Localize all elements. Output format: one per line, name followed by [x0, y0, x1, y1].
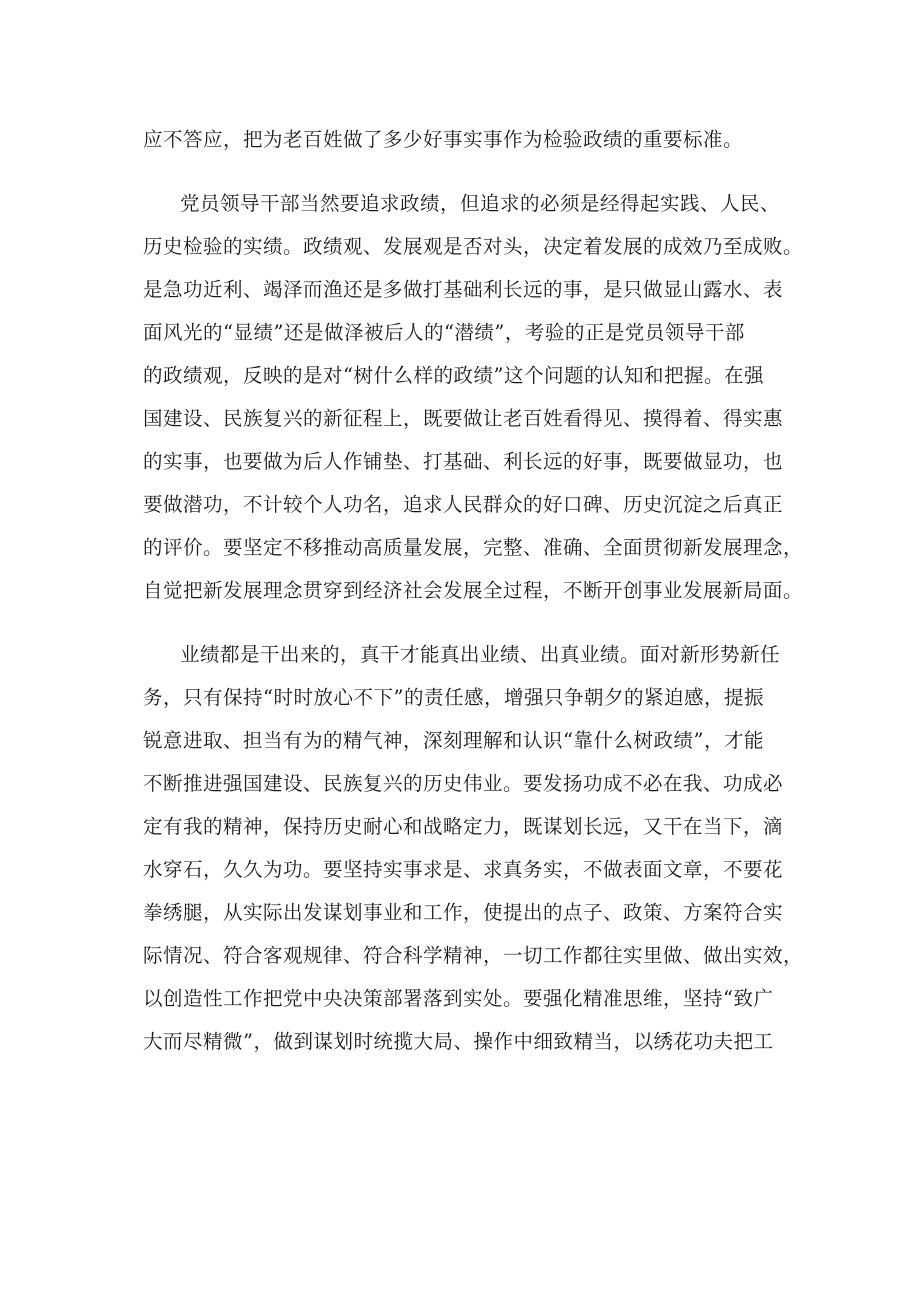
paragraph-3-line-1: 业绩都是干出来的，真干才能真出业绩、出真业绩。面对新形势新任: [180, 643, 781, 666]
paragraph-3-line-4: 不断推进强国建设、民族复兴的历史伟业。要发扬功成不必在我、功成必: [143, 772, 784, 795]
paragraph-3-line-3: 锐意进取、担当有为的精气神，深刻理解和认识“靠什么树政绩”，才能: [143, 729, 764, 752]
paragraph-2-line-10: 自觉把新发展理念贯穿到经济社会发展全过程，不断开创事业发展新局面。: [143, 579, 804, 602]
paragraph-3-line-6: 水穿石，久久为功。要坚持实事求是、求真务实，不做表面文章，不要花: [143, 858, 784, 881]
paragraph-2-line-9: 的评价。要坚定不移推动高质量发展，完整、准确、全面贯彻新发展理念，: [143, 536, 804, 559]
paragraph-3-line-10: 大而尽精微”，做到谋划时统揽大局、操作中细致精当，以绣花功夫把工: [143, 1030, 774, 1053]
paragraph-2-line-4: 面风光的“显绩”还是做泽被后人的“潜绩”，考验的正是党员领导干部: [143, 321, 745, 344]
paragraph-2-line-3: 是急功近利、竭泽而渔还是多做打基础利长远的事，是只做显山露水、表: [143, 278, 784, 301]
paragraph-3-line-8: 际情况、符合客观规律、符合科学精神，一切工作都往实里做、做出实效，: [143, 944, 804, 967]
paragraph-2-line-5: 的政绩观，反映的是对“树什么样的政绩”这个问题的认知和把握。在强: [143, 364, 764, 387]
paragraph-2-line-1: 党员领导干部当然要追求政绩，但追求的必须是经得起实践、人民、: [180, 192, 781, 215]
paragraph-2-line-2: 历史检验的实绩。政绩观、发展观是否对头，决定着发展的成效乃至成败。: [143, 235, 804, 258]
paragraph-3-line-5: 定有我的精神，保持历史耐心和战略定力，既谋划长远，又干在当下，滴: [143, 815, 784, 838]
paragraph-3-line-7: 拳绣腿，从实际出发谋划事业和工作，使提出的点子、政策、方案符合实: [143, 901, 784, 924]
paragraph-3-line-2: 务，只有保持“时时放心不下”的责任感，增强只争朝夕的紧迫感，提振: [143, 686, 764, 709]
paragraph-3-line-9: 以创造性工作把党中央决策部署落到实处。要强化精准思维，坚持“致广: [143, 987, 774, 1010]
paragraph-1-line-1: 应不答应，把为老百姓做了多少好事实事作为检验政绩的重要标准。: [143, 128, 744, 151]
paragraph-2-line-7: 的实事，也要做为后人作铺垫、打基础、利长远的好事，既要做显功，也: [143, 450, 784, 473]
paragraph-2-line-8: 要做潜功，不计较个人功名，追求人民群众的好口碑、历史沉淀之后真正: [143, 493, 784, 516]
paragraph-2-line-6: 国建设、民族复兴的新征程上，既要做让老百姓看得见、摸得着、得实惠: [143, 407, 784, 430]
